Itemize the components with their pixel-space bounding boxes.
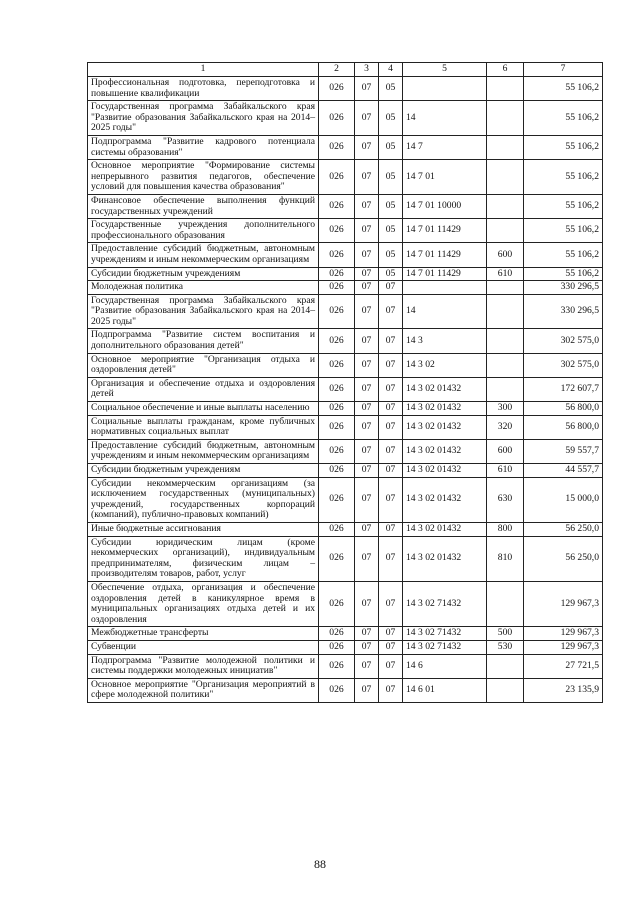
cell-section: 07 [355, 477, 379, 522]
cell-expense-type [487, 281, 524, 295]
cell-amount: 55 106,2 [524, 267, 603, 281]
table-row [88, 627, 603, 641]
table-row [88, 536, 603, 581]
cell-expense-type: 630 [487, 477, 524, 522]
cell-expense-type: 810 [487, 536, 524, 581]
cell-name: Государственная программа Забайкальского края "Развитие образования Забайкальского края на 2014–2025 годы" [88, 294, 319, 329]
table-row [88, 377, 603, 401]
cell-target-article: 14 [403, 101, 487, 136]
header-col-7: 7 [524, 63, 603, 77]
cell-grbs: 026 [319, 281, 355, 295]
cell-grbs: 026 [319, 219, 355, 243]
cell-expense-type: 530 [487, 640, 524, 654]
cell-subsection: 05 [379, 77, 403, 101]
table-row [88, 160, 603, 195]
cell-grbs: 026 [319, 627, 355, 641]
cell-name: Субсидии юридическим лицам (кроме некоммерческих организаций), индивидуальным предпринимателям, физическим лицам – производителям товаров, работ, услуг [88, 536, 319, 581]
cell-section: 07 [355, 464, 379, 478]
cell-subsection: 07 [379, 329, 403, 353]
cell-name: Субсидии некоммерческим организациям (за исключением государственных (муниципальных) учреждений, государственных корпораций (компаний), публично-правовых компаний) [88, 477, 319, 522]
cell-section: 07 [355, 522, 379, 536]
cell-expense-type: 500 [487, 627, 524, 641]
cell-section: 07 [355, 194, 379, 218]
cell-subsection: 05 [379, 135, 403, 159]
budget-table-sheet [87, 62, 602, 703]
cell-grbs: 026 [319, 654, 355, 678]
table-header-row [88, 63, 603, 77]
cell-section: 07 [355, 219, 379, 243]
cell-subsection: 05 [379, 160, 403, 195]
cell-subsection: 07 [379, 402, 403, 416]
cell-section: 07 [355, 353, 379, 377]
table-row [88, 101, 603, 136]
cell-subsection: 07 [379, 522, 403, 536]
cell-grbs: 026 [319, 353, 355, 377]
cell-subsection: 07 [379, 654, 403, 678]
cell-section: 07 [355, 243, 379, 267]
table-row [88, 135, 603, 159]
cell-target-article: 14 7 01 11429 [403, 219, 487, 243]
cell-grbs: 026 [319, 377, 355, 401]
cell-target-article: 14 3 02 [403, 353, 487, 377]
cell-target-article: 14 3 02 01432 [403, 439, 487, 463]
header-col-3: 3 [355, 63, 379, 77]
cell-expense-type [487, 581, 524, 626]
header-col-5: 5 [403, 63, 487, 77]
cell-section: 07 [355, 101, 379, 136]
cell-grbs: 026 [319, 678, 355, 702]
cell-target-article: 14 3 02 01432 [403, 536, 487, 581]
cell-grbs: 026 [319, 160, 355, 195]
cell-target-article: 14 3 02 71432 [403, 627, 487, 641]
cell-grbs: 026 [319, 536, 355, 581]
cell-name: Предоставление субсидий бюджетным, автономным учреждениям и иным некоммерческим организациям [88, 243, 319, 267]
header-col-6: 6 [487, 63, 524, 77]
cell-target-article: 14 7 01 10000 [403, 194, 487, 218]
table-row [88, 194, 603, 218]
cell-expense-type [487, 654, 524, 678]
cell-expense-type [487, 101, 524, 136]
cell-target-article: 14 7 01 11429 [403, 243, 487, 267]
cell-expense-type [487, 678, 524, 702]
cell-amount: 56 800,0 [524, 415, 603, 439]
cell-amount: 302 575,0 [524, 353, 603, 377]
cell-subsection: 07 [379, 415, 403, 439]
cell-name: Организация и обеспечение отдыха и оздоровления детей [88, 377, 319, 401]
table-row [88, 267, 603, 281]
table-row [88, 439, 603, 463]
cell-target-article: 14 [403, 294, 487, 329]
cell-grbs: 026 [319, 415, 355, 439]
cell-expense-type: 610 [487, 464, 524, 478]
cell-grbs: 026 [319, 101, 355, 136]
cell-section: 07 [355, 329, 379, 353]
cell-section: 07 [355, 627, 379, 641]
cell-target-article: 14 7 [403, 135, 487, 159]
cell-target-article: 14 3 02 01432 [403, 402, 487, 416]
cell-target-article: 14 3 02 71432 [403, 640, 487, 654]
cell-grbs: 026 [319, 243, 355, 267]
cell-subsection: 05 [379, 101, 403, 136]
cell-subsection: 07 [379, 377, 403, 401]
cell-expense-type [487, 329, 524, 353]
table-row [88, 353, 603, 377]
cell-grbs: 026 [319, 581, 355, 626]
cell-target-article: 14 6 01 [403, 678, 487, 702]
table-row [88, 402, 603, 416]
cell-expense-type [487, 77, 524, 101]
cell-expense-type: 600 [487, 243, 524, 267]
cell-name: Субсидии бюджетным учреждениям [88, 464, 319, 478]
cell-amount: 27 721,5 [524, 654, 603, 678]
table-body [88, 77, 603, 703]
cell-amount: 56 250,0 [524, 536, 603, 581]
cell-name: Основное мероприятие "Формирование системы непрерывного развития педагогов, обеспечение условий для повышения качества образования" [88, 160, 319, 195]
page-number: 88 [314, 857, 326, 871]
cell-grbs: 026 [319, 294, 355, 329]
cell-grbs: 026 [319, 522, 355, 536]
cell-subsection: 07 [379, 477, 403, 522]
cell-subsection: 07 [379, 640, 403, 654]
cell-amount: 302 575,0 [524, 329, 603, 353]
cell-grbs: 026 [319, 194, 355, 218]
cell-name: Обеспечение отдыха, организация и обеспечение оздоровления детей в каникулярное время в муниципальных организациях отдыха детей и их оздоровления [88, 581, 319, 626]
cell-amount: 55 106,2 [524, 101, 603, 136]
cell-amount: 129 967,3 [524, 640, 603, 654]
cell-name: Финансовое обеспечение выполнения функций государственных учреждений [88, 194, 319, 218]
cell-amount: 330 296,5 [524, 294, 603, 329]
table-row [88, 654, 603, 678]
cell-subsection: 07 [379, 627, 403, 641]
cell-amount: 55 106,2 [524, 160, 603, 195]
cell-amount: 330 296,5 [524, 281, 603, 295]
cell-name: Подпрограмма "Развитие систем воспитания и дополнительного образования детей" [88, 329, 319, 353]
cell-section: 07 [355, 294, 379, 329]
budget-table [87, 62, 603, 703]
table-row [88, 477, 603, 522]
table-row [88, 581, 603, 626]
cell-subsection: 07 [379, 294, 403, 329]
cell-section: 07 [355, 377, 379, 401]
cell-target-article [403, 77, 487, 101]
cell-name: Подпрограмма "Развитие кадрового потенциала системы образования" [88, 135, 319, 159]
cell-expense-type: 800 [487, 522, 524, 536]
cell-name: Субвенции [88, 640, 319, 654]
cell-amount: 129 967,3 [524, 581, 603, 626]
cell-amount: 56 250,0 [524, 522, 603, 536]
cell-amount: 55 106,2 [524, 243, 603, 267]
cell-subsection: 07 [379, 464, 403, 478]
cell-amount: 55 106,2 [524, 194, 603, 218]
cell-target-article: 14 3 02 01432 [403, 464, 487, 478]
cell-subsection: 07 [379, 439, 403, 463]
cell-expense-type [487, 353, 524, 377]
cell-target-article: 14 7 01 [403, 160, 487, 195]
table-row [88, 77, 603, 101]
cell-section: 07 [355, 678, 379, 702]
cell-target-article: 14 3 02 01432 [403, 477, 487, 522]
cell-expense-type: 600 [487, 439, 524, 463]
cell-grbs: 026 [319, 329, 355, 353]
cell-expense-type [487, 377, 524, 401]
cell-amount: 55 106,2 [524, 135, 603, 159]
cell-amount: 172 607,7 [524, 377, 603, 401]
cell-expense-type: 300 [487, 402, 524, 416]
cell-amount: 23 135,9 [524, 678, 603, 702]
cell-section: 07 [355, 640, 379, 654]
cell-expense-type [487, 194, 524, 218]
cell-section: 07 [355, 415, 379, 439]
cell-subsection: 05 [379, 267, 403, 281]
cell-expense-type [487, 219, 524, 243]
cell-grbs: 026 [319, 77, 355, 101]
cell-target-article: 14 6 [403, 654, 487, 678]
cell-subsection: 07 [379, 536, 403, 581]
cell-grbs: 026 [319, 464, 355, 478]
cell-expense-type: 610 [487, 267, 524, 281]
cell-name: Социальные выплаты гражданам, кроме публичных нормативных социальных выплат [88, 415, 319, 439]
cell-section: 07 [355, 160, 379, 195]
cell-target-article: 14 3 02 01432 [403, 522, 487, 536]
cell-grbs: 026 [319, 402, 355, 416]
cell-amount: 129 967,3 [524, 627, 603, 641]
table-row [88, 640, 603, 654]
cell-amount: 55 106,2 [524, 77, 603, 101]
table-row [88, 219, 603, 243]
table-row [88, 329, 603, 353]
header-col-4: 4 [379, 63, 403, 77]
cell-name: Основное мероприятие "Организация отдыха и оздоровления детей" [88, 353, 319, 377]
cell-subsection: 05 [379, 219, 403, 243]
cell-amount: 55 106,2 [524, 219, 603, 243]
cell-section: 07 [355, 77, 379, 101]
cell-grbs: 026 [319, 640, 355, 654]
cell-target-article: 14 3 02 71432 [403, 581, 487, 626]
cell-grbs: 026 [319, 135, 355, 159]
cell-expense-type [487, 135, 524, 159]
cell-section: 07 [355, 439, 379, 463]
cell-subsection: 05 [379, 243, 403, 267]
cell-name: Иные бюджетные ассигнования [88, 522, 319, 536]
cell-grbs: 026 [319, 439, 355, 463]
cell-name: Профессиональная подготовка, переподготовка и повышение квалификации [88, 77, 319, 101]
cell-section: 07 [355, 267, 379, 281]
table-row [88, 678, 603, 702]
cell-amount: 44 557,7 [524, 464, 603, 478]
cell-target-article [403, 281, 487, 295]
cell-target-article: 14 3 02 01432 [403, 377, 487, 401]
table-row [88, 522, 603, 536]
cell-section: 07 [355, 536, 379, 581]
cell-amount: 15 000,0 [524, 477, 603, 522]
cell-name: Молодежная политика [88, 281, 319, 295]
table-row [88, 464, 603, 478]
cell-subsection: 07 [379, 678, 403, 702]
cell-expense-type [487, 294, 524, 329]
cell-expense-type [487, 160, 524, 195]
cell-name: Межбюджетные трансферты [88, 627, 319, 641]
cell-target-article: 14 7 01 11429 [403, 267, 487, 281]
header-col-2: 2 [319, 63, 355, 77]
cell-section: 07 [355, 402, 379, 416]
cell-subsection: 07 [379, 581, 403, 626]
table-row [88, 415, 603, 439]
header-col-1: 1 [88, 63, 319, 77]
table-row [88, 281, 603, 295]
cell-amount: 56 800,0 [524, 402, 603, 416]
cell-name: Основное мероприятие "Организация мероприятий в сфере молодежной политики" [88, 678, 319, 702]
table-row [88, 243, 603, 267]
cell-name: Государственная программа Забайкальского края "Развитие образования Забайкальского края на 2014–2025 годы" [88, 101, 319, 136]
cell-section: 07 [355, 135, 379, 159]
cell-section: 07 [355, 281, 379, 295]
cell-grbs: 026 [319, 477, 355, 522]
cell-subsection: 07 [379, 353, 403, 377]
cell-name: Подпрограмма "Развитие молодежной политики и системы поддержки молодежных инициатив" [88, 654, 319, 678]
cell-expense-type: 320 [487, 415, 524, 439]
cell-grbs: 026 [319, 267, 355, 281]
cell-subsection: 05 [379, 194, 403, 218]
cell-amount: 59 557,7 [524, 439, 603, 463]
cell-subsection: 07 [379, 281, 403, 295]
cell-name: Социальное обеспечение и иные выплаты населению [88, 402, 319, 416]
cell-name: Государственные учреждения дополнительного профессионального образования [88, 219, 319, 243]
cell-section: 07 [355, 654, 379, 678]
cell-name: Предоставление субсидий бюджетным, автономным учреждениям и иным некоммерческим организациям [88, 439, 319, 463]
table-row [88, 294, 603, 329]
cell-name: Субсидии бюджетным учреждениям [88, 267, 319, 281]
cell-target-article: 14 3 02 01432 [403, 415, 487, 439]
cell-target-article: 14 3 [403, 329, 487, 353]
cell-section: 07 [355, 581, 379, 626]
